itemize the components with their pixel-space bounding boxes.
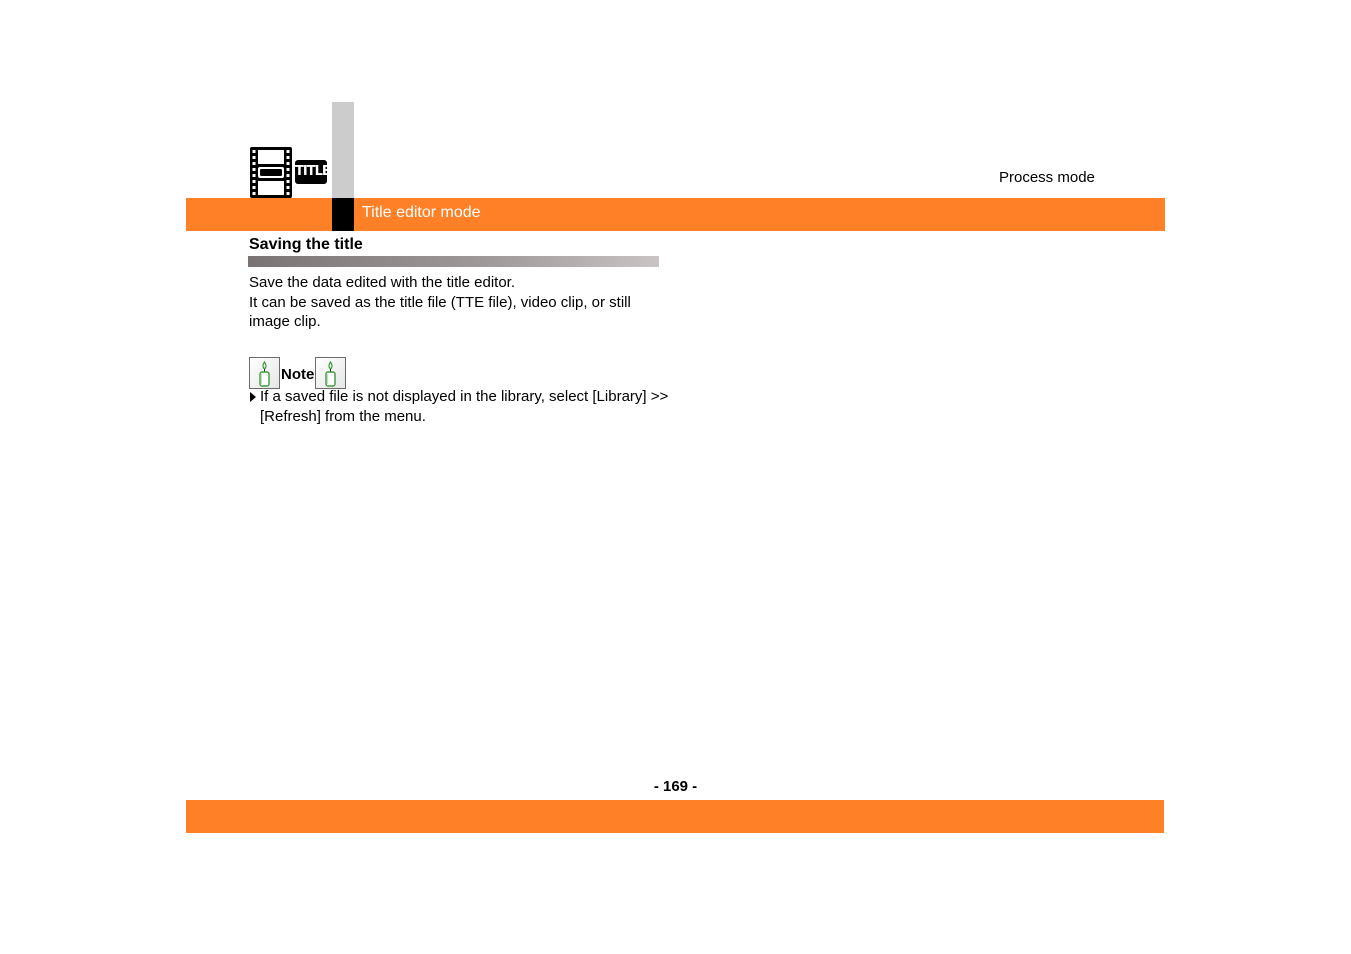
- note-header: [249, 356, 346, 389]
- mode-title: Title editor mode: [362, 204, 481, 221]
- body-paragraph: Save the data edited with the title editor.: [249, 274, 516, 291]
- note-text: If a saved file is not displayed in the library, select [Library] >> [Refresh] from the menu.: [260, 388, 669, 425]
- heading-rule: [248, 256, 659, 267]
- process-mode-label: Process mode: [999, 169, 1095, 186]
- header-side-bar: [332, 102, 354, 199]
- note-item: [249, 387, 669, 426]
- candle-icon: [249, 357, 280, 389]
- footer-band: [186, 800, 1164, 833]
- film-strip-icon: [250, 147, 292, 198]
- page-number: - 169 -: [653, 778, 698, 795]
- section-body: [249, 273, 669, 332]
- bullet-arrow-icon: [249, 387, 260, 426]
- header-tab-marker: [332, 198, 354, 231]
- title-badge-icon: TITLE: [295, 160, 327, 184]
- section-heading: Saving the title: [249, 236, 363, 253]
- body-paragraph: It can be saved as the title file (TTE file), video clip, or still image clip.: [249, 293, 631, 330]
- candle-icon: [315, 357, 346, 389]
- note-label: Note: [281, 366, 315, 383]
